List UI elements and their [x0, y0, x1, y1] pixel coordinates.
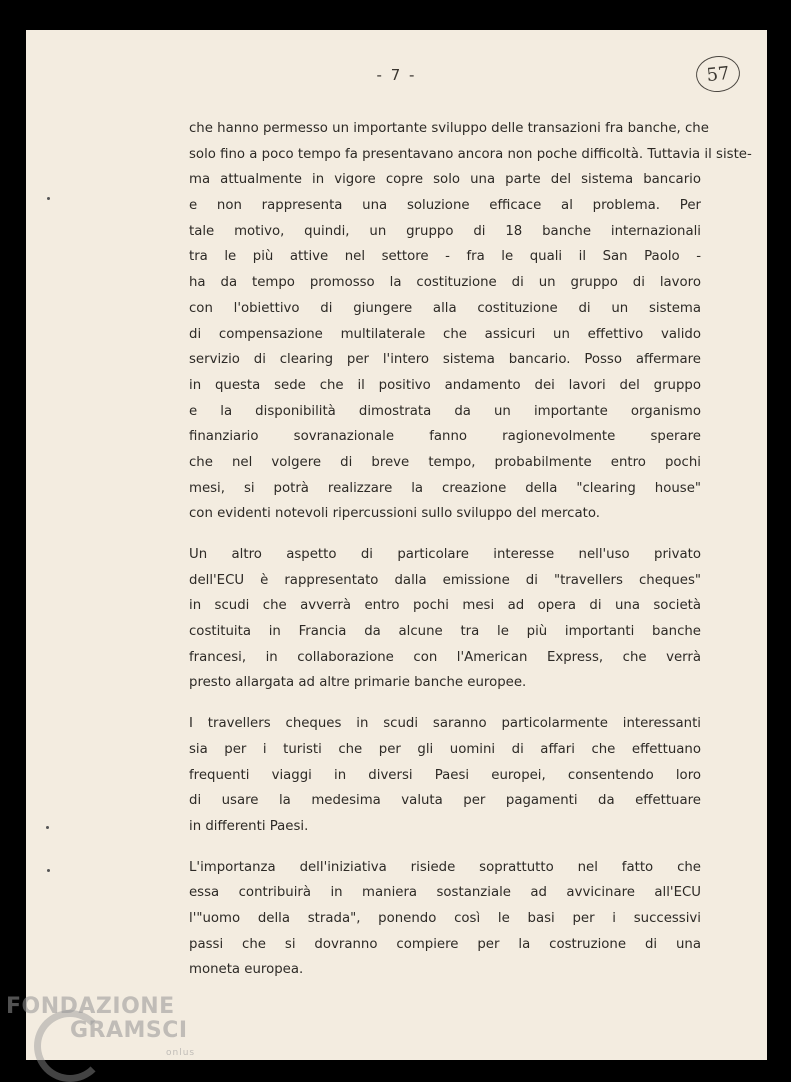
text-line: l'"uomo della strada", ponendo così le basi per i successivi	[189, 910, 701, 926]
text-line: servizio di clearing per l'intero sistema bancario. Posso affermare	[189, 352, 701, 368]
text-line: sia per i turisti che per gli uomini di affari che effettuano	[189, 741, 701, 757]
margin-mark	[47, 869, 50, 872]
text-line: frequenti viaggi in diversi Paesi europei, consentendo loro	[189, 767, 701, 783]
text-line: tra le più attive nel settore - fra le quali il San Paolo -	[189, 249, 701, 265]
watermark-line1: FONDAZIONE	[6, 994, 175, 1019]
text-line: essa contribuirà in maniera sostanziale ad avvicinare all'ECU	[189, 885, 701, 901]
text-line: passi che si dovranno compiere per la costruzione di una	[189, 936, 701, 952]
text-line: con l'obiettivo di giungere alla costituzione di un sistema	[189, 300, 701, 316]
text-line: di compensazione multilaterale che assicuri un effettivo valido	[189, 326, 701, 342]
margin-mark	[47, 197, 50, 200]
text-line: ma attualmente in vigore copre solo una parte del sistema bancario	[189, 172, 701, 188]
text-line: di usare la medesima valuta per pagamenti da effettuare	[189, 793, 701, 809]
text-line: in differenti Paesi.	[189, 818, 309, 834]
paragraph	[189, 711, 701, 839]
text-line: tale motivo, quindi, un gruppo di 18 banche internazionali	[189, 223, 701, 239]
text-line: finanziario sovranazionale fanno ragionevolmente sperare	[189, 429, 701, 445]
body-text	[189, 116, 752, 998]
document-page	[26, 30, 767, 1060]
paragraph	[189, 542, 701, 696]
text-line: che nel volgere di breve tempo, probabilmente entro pochi	[189, 454, 701, 470]
text-line: I travellers cheques in scudi saranno particolarmente interessanti	[189, 716, 701, 732]
text-line: costituita in Francia da alcune tra le più importanti banche	[189, 624, 701, 640]
archive-number-stamp: 57	[694, 54, 742, 94]
text-line: presto allargata ad altre primarie banche europee.	[189, 675, 527, 691]
text-line: che hanno permesso un importante sviluppo delle transazioni fra banche, che	[189, 121, 709, 136]
text-line: solo fino a poco tempo fa presentavano ancora non poche difficoltà. Tuttavia il siste-	[189, 146, 752, 162]
watermark-line3: onlus	[166, 1048, 196, 1058]
text-line: Un altro aspetto di particolare interesse nell'uso privato	[189, 547, 701, 562]
text-line: in questa sede che il positivo andamento dei lavori del gruppo	[189, 377, 701, 393]
text-line: e non rappresenta una soluzione efficace al problema. Per	[189, 198, 701, 214]
watermark-line2: GRAMSCI	[70, 1018, 188, 1043]
watermark	[6, 995, 195, 1065]
text-line: francesi, in collaborazione con l'American Express, che verrà	[189, 649, 701, 665]
text-line: in scudi che avverrà entro pochi mesi ad opera di una società	[189, 598, 701, 614]
page-number: - 7 -	[376, 66, 417, 84]
text-line: L'importanza dell'iniziativa risiede soprattutto nel fatto che	[189, 859, 701, 875]
text-line: dell'ECU è rappresentato dalla emissione di "travellers cheques"	[189, 572, 701, 588]
text-line: moneta europea.	[189, 962, 304, 978]
text-line: ha da tempo promosso la costituzione di un gruppo di lavoro	[189, 275, 701, 291]
text-line: con evidenti notevoli ripercussioni sullo sviluppo del mercato.	[189, 506, 600, 522]
text-line: e la disponibilità dimostrata da un importante organismo	[189, 403, 701, 419]
margin-mark	[46, 826, 49, 829]
paragraph	[189, 116, 752, 527]
text-line: mesi, si potrà realizzare la creazione della "clearing house"	[189, 480, 701, 496]
paragraph	[189, 855, 701, 983]
